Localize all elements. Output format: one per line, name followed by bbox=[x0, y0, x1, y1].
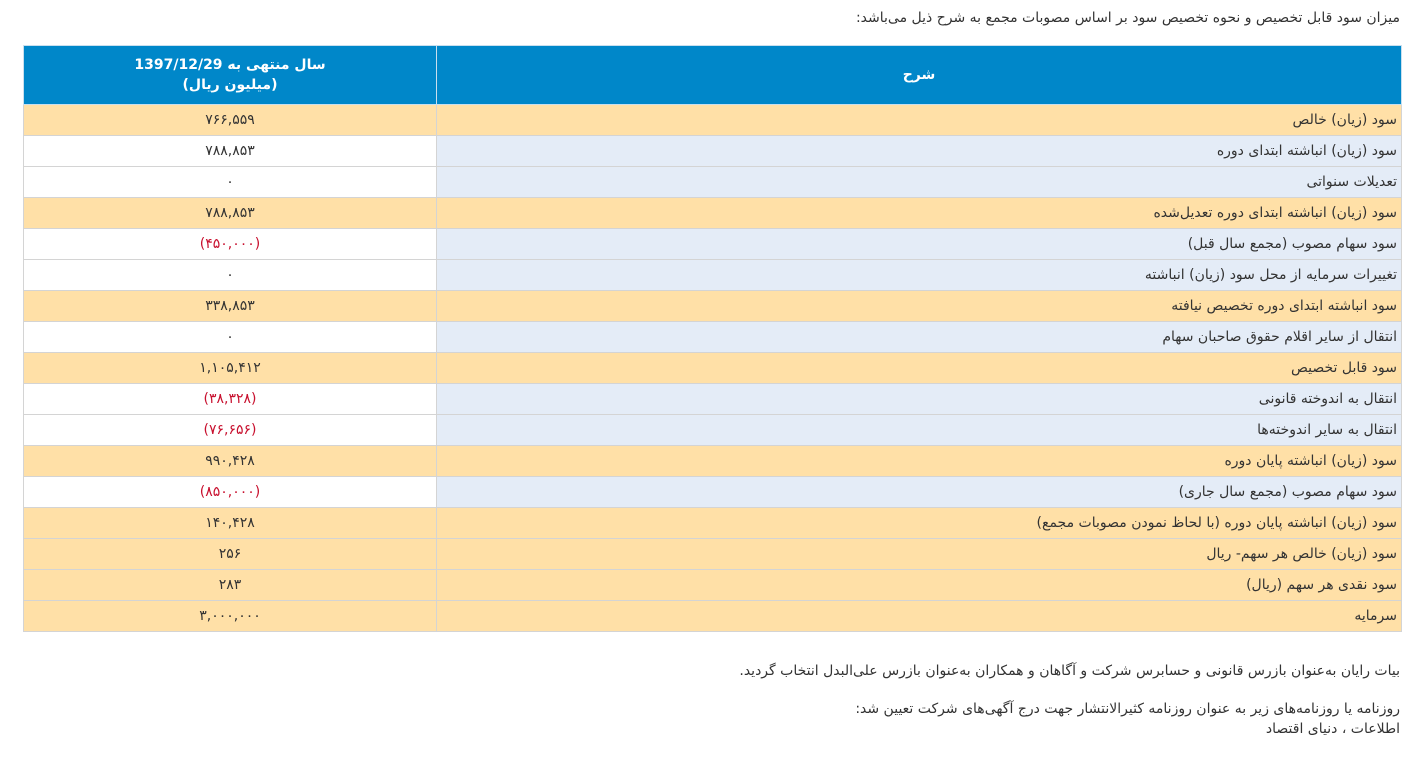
row-description: سود (زیان) انباشته ابتدای دوره bbox=[437, 136, 1402, 167]
row-value: ۰ bbox=[24, 167, 437, 198]
newspaper-section bbox=[855, 699, 1400, 739]
row-value: ۷۸۸,۸۵۳ bbox=[24, 136, 437, 167]
row-description: سود قابل تخصیص bbox=[437, 353, 1402, 384]
row-description: سود (زیان) خالص bbox=[437, 105, 1402, 136]
row-description: سود سهام مصوب (مجمع سال قبل) bbox=[437, 229, 1402, 260]
row-value: ۰ bbox=[24, 322, 437, 353]
row-value: (۷۶,۶۵۶) bbox=[24, 415, 437, 446]
row-description: سود سهام مصوب (مجمع سال جاری) bbox=[437, 477, 1402, 508]
row-description: سود انباشته ابتدای دوره تخصیص نیافته bbox=[437, 291, 1402, 322]
row-description: انتقال به اندوخته قانونی bbox=[437, 384, 1402, 415]
table-row bbox=[24, 105, 1402, 136]
table-row bbox=[24, 415, 1402, 446]
row-description: سرمایه bbox=[437, 601, 1402, 632]
intro-text: میزان سود قابل تخصیص و نحوه تخصیص سود بر اساس مصوبات مجمع به شرح ذیل می‌باشد: bbox=[855, 10, 1400, 26]
table-row bbox=[24, 167, 1402, 198]
table-row bbox=[24, 198, 1402, 229]
table-row bbox=[24, 601, 1402, 632]
row-description: سود نقدی هر سهم (ریال) bbox=[437, 570, 1402, 601]
table-row bbox=[24, 539, 1402, 570]
table-header-row bbox=[24, 46, 1402, 105]
row-value: ۰ bbox=[24, 260, 437, 291]
header-value-column bbox=[24, 46, 437, 105]
row-value: ۹۹۰,۴۲۸ bbox=[24, 446, 437, 477]
row-description: تعدیلات سنواتی bbox=[437, 167, 1402, 198]
row-value: (۴۵۰,۰۰۰) bbox=[24, 229, 437, 260]
row-value: ۱۴۰,۴۲۸ bbox=[24, 508, 437, 539]
row-value: (۳۸,۳۲۸) bbox=[24, 384, 437, 415]
auditor-text: بیات رایان به‌عنوان بازرس قانونی و حسابرس شرکت و آگاهان و همکاران به‌عنوان بازرس علی‌البدل انتخاب گردید. bbox=[739, 663, 1400, 679]
row-value: ۳,۰۰۰,۰۰۰ bbox=[24, 601, 437, 632]
row-description: تغییرات سرمایه از محل سود (زیان) انباشته bbox=[437, 260, 1402, 291]
table-row bbox=[24, 229, 1402, 260]
table-row bbox=[24, 446, 1402, 477]
table-row bbox=[24, 353, 1402, 384]
row-value: ۷۶۶,۵۵۹ bbox=[24, 105, 437, 136]
header-value-period: سال منتهی به 1397/12/29 bbox=[134, 57, 326, 73]
row-value: ۷۸۸,۸۵۳ bbox=[24, 198, 437, 229]
table-row bbox=[24, 291, 1402, 322]
row-description: سود (زیان) خالص هر سهم- ریال bbox=[437, 539, 1402, 570]
table-row bbox=[24, 260, 1402, 291]
table-row bbox=[24, 136, 1402, 167]
row-description: انتقال به سایر اندوخته‌ها bbox=[437, 415, 1402, 446]
table-row bbox=[24, 322, 1402, 353]
row-value: ۱,۱۰۵,۴۱۲ bbox=[24, 353, 437, 384]
row-value: (۸۵۰,۰۰۰) bbox=[24, 477, 437, 508]
table-row bbox=[24, 384, 1402, 415]
header-value-unit: (میلیون ریال) bbox=[182, 77, 278, 93]
row-description: سود (زیان) انباشته پایان دوره (با لحاظ نمودن مصوبات مجمع) bbox=[437, 508, 1402, 539]
row-description: سود (زیان) انباشته پایان دوره bbox=[437, 446, 1402, 477]
profit-allocation-table bbox=[23, 45, 1402, 632]
newspaper-names: اطلاعات ، دنیای اقتصاد bbox=[1265, 721, 1400, 737]
table-row bbox=[24, 570, 1402, 601]
table-body bbox=[24, 105, 1402, 632]
table-row bbox=[24, 508, 1402, 539]
row-value: ۲۸۳ bbox=[24, 570, 437, 601]
row-value: ۳۳۸,۸۵۳ bbox=[24, 291, 437, 322]
header-description-column: شرح bbox=[437, 46, 1402, 105]
row-description: سود (زیان) انباشته ابتدای دوره تعدیل‌شده bbox=[437, 198, 1402, 229]
newspaper-text: روزنامه یا روزنامه‌های زیر به عنوان روزنامه کثیرالانتشار جهت درج آگهی‌های شرکت تعیین شد: bbox=[855, 701, 1400, 717]
row-value: ۲۵۶ bbox=[24, 539, 437, 570]
row-description: انتقال از سایر اقلام حقوق صاحبان سهام bbox=[437, 322, 1402, 353]
table-row bbox=[24, 477, 1402, 508]
